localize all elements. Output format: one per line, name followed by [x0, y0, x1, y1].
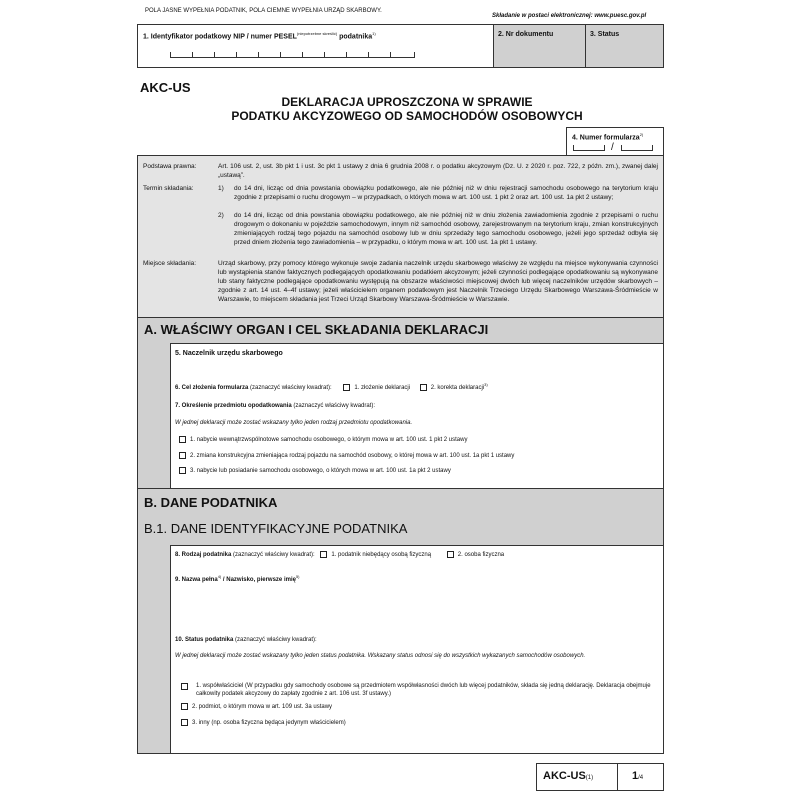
title-line-2: PODATKU AKCYZOWEGO OD SAMOCHODÓW OSOBOWYCH	[231, 109, 583, 123]
field-9-sup1: 4)	[217, 574, 222, 579]
field-4-month-ticks	[573, 144, 605, 151]
field-6-option-1-label: 1. złożenie deklaracji	[354, 385, 411, 391]
deadline-label: Termin składania:	[143, 185, 194, 192]
field-1-suffix: podatnika	[339, 33, 373, 41]
field-4-form-number[interactable]	[566, 127, 664, 156]
legal-basis-text: Art. 106 ust. 2, ust. 3b pkt 1 i ust. 3c pkt 1 ustawy z dnia 6 grudnia 2008 r. o podatku akcyzowym (Dz. U. z 2020 r. poz. 722, z późn. zm.), zwanej dalej „ustawą”.	[218, 163, 658, 179]
field-4-sup: 2)	[639, 132, 644, 137]
field-7-option-2-label: 2. zmiana konstrukcyjna zmieniająca rodzaj pojazdu na samochód osobowy, o której mowa w art. 100 ust. 1a pkt 1 ustawy	[190, 453, 515, 460]
section-b1-title: B.1. DANE IDENTYFIKACYJNE PODATNIKA	[144, 521, 408, 536]
field-10-label: 10. Status podatnika	[175, 637, 234, 643]
field-10-option-2-label: 2. podmiot, o którym mowa w art. 109 ust. 3a ustawy	[192, 704, 333, 711]
field-7-option-3-label: 3. nabycie lub posiadanie samochodu osobowego, o których mowa w art. 100 ust. 1a pkt 2 ustawy	[190, 468, 451, 475]
field-8-option-1[interactable]	[320, 552, 431, 558]
field-6-label: 6. Cel złożenia formularza	[175, 385, 249, 391]
section-b-title: B. DANE PODATNIKA	[144, 495, 278, 510]
checkbox-icon[interactable]	[181, 703, 188, 710]
field-8-taxpayer-type	[170, 545, 664, 569]
place-label: Miejsce składania:	[143, 260, 197, 267]
section-a-title: A. WŁAŚCIWY ORGAN I CEL SKŁADANIA DEKLARACJI	[144, 322, 489, 337]
field-4-label: 4. Numer formularza	[572, 134, 640, 142]
field-10-option-3[interactable]	[181, 719, 346, 727]
checkbox-icon[interactable]	[181, 719, 188, 726]
field-10-hint: (zaznaczyć właściwy kwadrat):	[235, 637, 317, 643]
legal-basis-label: Podstawa prawna:	[143, 163, 197, 170]
field-10-option-3-label: 3. inny (np. osoba fizyczna będąca jedynym właścicielem)	[192, 720, 346, 727]
field-10-taxpayer-status	[170, 630, 664, 754]
deadline-1-num: 1)	[218, 185, 224, 192]
deadline-2-num: 2)	[218, 212, 224, 219]
info-section	[137, 155, 664, 319]
checkbox-icon[interactable]	[179, 452, 186, 459]
field-6-option-1[interactable]	[343, 385, 410, 391]
field-7-option-3[interactable]	[179, 467, 451, 475]
field-7-subject	[170, 397, 664, 496]
field-3-status	[585, 24, 664, 68]
field-7-option-1-label: 1. nabycie wewnątrzwspólnotowe samochodu osobowego, o którym mowa w art. 100 ust. 1 pkt 2 ustawy	[190, 437, 468, 444]
footer-code: AKC-US	[543, 770, 586, 782]
field-6-option-2[interactable]	[420, 382, 488, 391]
field-1-sup2: 1)	[372, 31, 376, 36]
footer-page-number	[617, 763, 664, 791]
fill-instruction-note: POLA JASNE WYPEŁNIA PODATNIK, POLA CIEMNE WYPEŁNIA URZĄD SKARBOWY.	[145, 8, 382, 14]
field-7-option-2[interactable]	[179, 452, 514, 460]
field-1-digit-ticks	[170, 51, 415, 58]
checkbox-icon[interactable]	[320, 551, 327, 558]
field-4-slash: /	[611, 142, 614, 153]
field-8-option-2-label: 2. osoba fizyczna	[457, 552, 505, 559]
checkbox-icon[interactable]	[181, 683, 188, 690]
checkbox-icon[interactable]	[179, 436, 186, 443]
field-10-option-1-label: 1. współwłaściciel (W przypadku gdy samochody osobowe są przedmiotem współwłasności dwóch lub więcej podatników, składa się jedną deklarację. Deklaracja obejmuje całkowity podatek akcyzowy do zapłaty zgodnie z art. 106 ust. 3f ustawy.)	[196, 683, 651, 697]
field-4-year-ticks	[621, 144, 653, 151]
field-6-option-2-sup: 3)	[484, 382, 488, 387]
field-1-nip-pesel[interactable]	[137, 24, 494, 68]
field-7-hint: (zaznaczyć właściwy kwadrat):	[293, 403, 376, 409]
field-6-hint: (zaznaczyć właściwy kwadrat):	[250, 385, 332, 391]
field-9-sup2: 5)	[295, 574, 300, 579]
field-7-note: W jednej deklaracji może zostać wskazany tylko jeden rodzaj przedmiotu opodatkowania.	[175, 420, 413, 426]
field-10-note: W jednej deklaracji może zostać wskazany tylko jeden status podatnika. Wskazany status odnosi się do wszystkich wykazanych samochodów osobowych.	[175, 653, 586, 659]
footer-page: 1	[632, 770, 639, 782]
field-5-tax-office[interactable]	[170, 343, 664, 377]
checkbox-icon[interactable]	[420, 384, 427, 391]
page-title	[150, 95, 664, 123]
electronic-submission-note: Składanie w postaci elektronicznej: www.puesc.gov.pl	[492, 13, 647, 19]
field-1-sup: (niepotrzebne skreślić)	[296, 31, 338, 36]
field-8-hint: (zaznaczyć właściwy kwadrat):	[233, 552, 315, 559]
field-3-label: 3. Status	[590, 31, 620, 38]
field-1-label: 1. Identyfikator podatkowy NIP / numer PESEL	[143, 33, 297, 41]
field-8-option-2[interactable]	[447, 552, 504, 558]
field-10-option-2[interactable]	[181, 703, 332, 711]
title-line-1: DEKLARACJA UPROSZCZONA W SPRAWIE	[281, 95, 533, 109]
footer-page-total: /4	[638, 775, 644, 781]
place-text: Urząd skarbowy, przy pomocy którego wykonuje swoje zadania naczelnik urzędu skarbowego właściwy ze względu na miejsce wykonywania czynności lub wystąpienia stanów faktycznych podlegających opodatkowaniu podatkiem akcyzowym; jeżeli czynności podlegające opodatkowaniu są wykonywane lub stany faktyczne podlegające opodatkowaniu występują na obszarze właściwości miejscowej dwóch lub więcej naczelników urzędów skarbowych – zgodnie z art. 14 ust. 4–4f ustawy; jeżeli właścicielem organem podatkowym jest Naczelnik Trzeciego Urzędu Skarbowego Warszawa-Śródmieście w Warszawie, to miejscem składania jest Trzeci Urząd Skarbowy Warszawa-Śródmieście w Warszawie.	[218, 260, 658, 303]
field-10-option-1[interactable]	[181, 682, 651, 698]
checkbox-icon[interactable]	[343, 384, 350, 391]
field-7-label: 7. Określenie przedmiotu opodatkowania	[175, 403, 292, 409]
field-7-option-1[interactable]	[179, 436, 467, 444]
checkbox-icon[interactable]	[447, 551, 454, 558]
field-5-label: 5. Naczelnik urzędu skarbowego	[175, 350, 283, 357]
field-8-label: 8. Rodzaj podatnika	[175, 552, 232, 559]
form-code: AKC-US	[140, 80, 191, 95]
section-b	[137, 488, 664, 520]
footer-version: (1)	[585, 775, 594, 781]
footer-form-code	[536, 763, 618, 791]
field-2-label: 2. Nr dokumentu	[498, 31, 554, 38]
field-6-purpose	[170, 375, 664, 398]
field-2-document-number	[493, 24, 586, 68]
checkbox-icon[interactable]	[179, 467, 186, 474]
deadline-1-text: do 14 dni, licząc od dnia powstania obowiązku podatkowego, ale nie później niż w dniu rejestracji samochodu osobowego na terytorium kraju zgodnie z przepisami o ruchu drogowym – w przypadkach, o których mowa w art. 100 ust. 1 pkt 2 oraz art. 100 ust. 1a pkt 2 ustawy;	[234, 185, 658, 201]
field-8-option-1-label: 1. podatnik niebędący osobą fizyczną	[331, 552, 432, 559]
field-9-label: 9. Nazwa pełna	[175, 577, 218, 583]
field-6-option-2-label: 2. korekta deklaracji	[430, 385, 485, 391]
field-9-name[interactable]	[170, 567, 664, 631]
field-9-label-mid: / Nazwisko, pierwsze imię	[221, 577, 296, 583]
deadline-2-text: do 14 dni, licząc od dnia powstania obowiązku podatkowego, ale nie później niż w dniu złożenia zawiadomienia zgodnie z przepisami o ruchu drogowym o dokonaniu w pojeździe samochodowym, innym niż samochód osobowy, zarejestrowanym na terytorium kraju, zmian konstrukcyjnych zmieniających rodzaj tego pojazdu na samochód osobowy lub w dniu sprzedaży tego samochodu osobowego, jeżeli jego sprzedaż odbyła się przed dniem złożenia tego zawiadomienia – w przypadku, o którym mowa w art. 100 ust. 1a pkt 1 ustawy.	[234, 212, 658, 246]
